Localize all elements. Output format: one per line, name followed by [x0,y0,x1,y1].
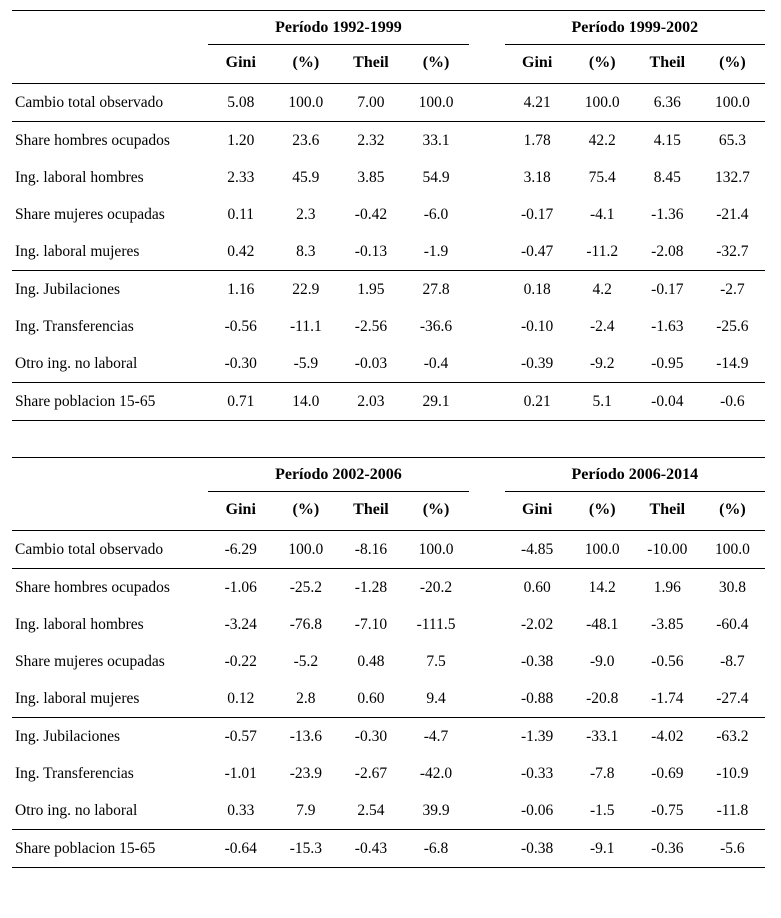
cell-value: -7.10 [354,615,388,633]
cell-value: 5.1 [570,383,635,421]
row-label: Share mujeres ocupadas [15,205,165,223]
cell-value: 4.15 [653,131,681,149]
column-header: (%) [700,492,765,531]
row-label: Ing. Jubilaciones [15,280,121,298]
row-label: Share poblacion 15-65 [12,830,208,868]
column-gap [469,345,505,383]
cell-value: -0.42 [354,205,388,223]
corner-cell [12,45,208,84]
cell-value: 30.8 [718,578,746,596]
cell-value: -0.57 [224,727,257,745]
column-header: (%) [273,492,338,531]
cell-value: -0.6 [700,383,765,421]
cell-value: -3.85 [651,615,684,633]
cell-value: 14.2 [588,578,616,596]
cell-value: 14.0 [273,383,338,421]
cell-value: -21.4 [716,205,749,223]
cell-value: -6.8 [403,830,468,868]
cell-value: -0.30 [208,345,273,383]
cell-value: -25.2 [289,578,322,596]
cell-value: 65.3 [718,131,746,149]
cell-value: -0.22 [224,652,257,670]
table-row [12,196,765,233]
cell-value: -0.06 [505,792,570,830]
cell-value: -1.39 [521,727,554,745]
cell-value: 0.33 [208,792,273,830]
cell-value: 2.8 [273,680,338,718]
cell-value: 8.3 [273,233,338,271]
column-header: Theil [635,492,700,531]
column-gap [469,84,505,122]
column-header-row [12,45,765,84]
cell-value: 39.9 [403,792,468,830]
cell-value: -9.0 [589,652,615,670]
column-header: Gini [505,45,570,84]
cell-value: 100.0 [700,531,765,569]
cell-value: 2.3 [296,205,316,223]
cell-value: -0.17 [521,205,554,223]
cell-value: 100.0 [700,84,765,122]
cell-value: -0.95 [635,345,700,383]
table-body [12,84,765,421]
table-row [12,569,765,607]
row-label: Ing. Transferencias [15,764,134,782]
cell-value: -7.8 [589,764,615,782]
cell-value: 29.1 [403,383,468,421]
cell-value: -2.56 [354,317,388,335]
cell-value: 7.9 [273,792,338,830]
column-header: (%) [570,492,635,531]
cell-value: 1.16 [227,280,255,298]
cell-value: 132.7 [714,168,750,186]
cell-value: 42.2 [588,131,616,149]
row-label: Ing. Jubilaciones [15,727,121,745]
cell-value: 0.42 [208,233,273,271]
cell-value: 0.71 [208,383,273,421]
cell-value: -4.02 [651,727,684,745]
cell-value: 100.0 [570,84,635,122]
cell-value: -1.74 [635,680,700,718]
column-gap [469,383,505,421]
column-gap [469,606,505,643]
cell-value: 2.54 [338,792,403,830]
cell-value: 3.85 [357,168,385,186]
table-row [12,159,765,196]
column-gap [469,45,505,84]
cell-value: -23.9 [289,764,322,782]
corner-cell [12,11,208,45]
cell-value: 0.60 [338,680,403,718]
column-gap [469,492,505,531]
cell-value: 100.0 [570,531,635,569]
cell-value: 2.32 [357,131,385,149]
cell-value: -1.5 [570,792,635,830]
cell-value: -20.8 [570,680,635,718]
column-gap [469,643,505,680]
cell-value: 7.00 [338,84,403,122]
cell-value: 3.18 [523,168,551,186]
cell-value: 1.95 [357,280,385,298]
table-row [12,233,765,271]
column-gap [469,11,505,45]
column-header: Theil [338,45,403,84]
column-header: Gini [208,45,273,84]
cell-value: 22.9 [292,280,320,298]
period-header-row [12,458,765,492]
column-header: Gini [208,492,273,531]
column-gap [469,531,505,569]
cell-value: -2.02 [521,615,554,633]
cell-value: -0.69 [651,764,684,782]
decomposition-table-1 [12,10,765,421]
column-gap [469,233,505,271]
table-row [12,792,765,830]
column-header: (%) [570,45,635,84]
cell-value: -9.1 [570,830,635,868]
row-label: Ing. laboral mujeres [12,233,208,271]
table-row [12,308,765,345]
cell-value: -2.4 [589,317,615,335]
cell-value: 0.11 [227,205,255,223]
row-label: Ing. laboral hombres [15,168,144,186]
cell-value: -63.2 [716,727,749,745]
cell-value: -0.30 [354,727,388,745]
row-label: Share mujeres ocupadas [15,652,165,670]
cell-value: -13.6 [289,727,322,745]
cell-value: -0.33 [521,764,554,782]
cell-value: 4.2 [592,280,612,298]
cell-value: -0.36 [635,830,700,868]
cell-value: -0.17 [651,280,684,298]
row-label: Ing. laboral mujeres [12,680,208,718]
cell-value: 54.9 [422,168,450,186]
cell-value: 0.21 [505,383,570,421]
table-row [12,531,765,569]
cell-value: 0.60 [523,578,551,596]
cell-value: -1.06 [224,578,257,596]
row-label: Cambio total observado [12,84,208,122]
cell-value: -1.01 [224,764,257,782]
period-header-row [12,11,765,45]
column-gap [469,458,505,492]
cell-value: -4.85 [505,531,570,569]
period-header: Período 1999-2002 [505,11,765,45]
column-header: (%) [273,45,338,84]
cell-value: -0.38 [521,652,554,670]
cell-value: 0.18 [523,280,551,298]
decomposition-table-2 [12,457,765,868]
cell-value: 45.9 [292,168,320,186]
cell-value: -2.67 [354,764,388,782]
table-row [12,755,765,792]
table-row [12,122,765,160]
column-header-row [12,492,765,531]
cell-value: -20.2 [419,578,453,596]
cell-value: 33.1 [422,131,450,149]
column-gap [469,755,505,792]
cell-value: 1.96 [653,578,681,596]
cell-value: 4.21 [505,84,570,122]
table-row [12,606,765,643]
cell-value: -36.6 [419,317,453,335]
cell-value: -111.5 [416,615,456,633]
cell-value: -10.9 [716,764,749,782]
cell-value: 2.33 [227,168,255,186]
table-body [12,531,765,868]
cell-value: 100.0 [403,531,468,569]
cell-value: -15.3 [273,830,338,868]
column-gap [469,122,505,160]
cell-value: -32.7 [700,233,765,271]
cell-value: 5.08 [208,84,273,122]
cell-value: 100.0 [273,84,338,122]
row-label: Share poblacion 15-65 [12,383,208,421]
cell-value: -0.43 [338,830,403,868]
column-gap [469,196,505,233]
cell-value: -0.56 [224,317,257,335]
cell-value: 8.45 [653,168,681,186]
cell-value: 6.36 [635,84,700,122]
table-row [12,84,765,122]
cell-value: 1.20 [227,131,255,149]
cell-value: -0.47 [505,233,570,271]
cell-value: 100.0 [273,531,338,569]
cell-value: -0.39 [505,345,570,383]
cell-value: 2.03 [338,383,403,421]
row-label: Cambio total observado [12,531,208,569]
table-row [12,718,765,756]
cell-value: -25.6 [716,317,749,335]
cell-value: -1.9 [403,233,468,271]
table-row [12,383,765,421]
decomposition-table-block-2 [12,457,769,868]
column-header: (%) [700,45,765,84]
column-gap [469,159,505,196]
column-header: Theil [338,492,403,531]
column-gap [469,271,505,309]
table-row [12,643,765,680]
cell-value: 27.8 [422,280,450,298]
cell-value: -0.10 [521,317,554,335]
decomposition-table-block-1 [12,10,769,421]
cell-value: 23.6 [292,131,320,149]
cell-value: -0.4 [403,345,468,383]
cell-value: -2.08 [635,233,700,271]
table-row [12,345,765,383]
cell-value: -0.13 [338,233,403,271]
cell-value: -11.1 [289,317,322,335]
column-gap [469,308,505,345]
cell-value: 0.12 [208,680,273,718]
cell-value: -0.03 [338,345,403,383]
column-gap [469,680,505,718]
cell-value: -0.56 [651,652,684,670]
table-row [12,830,765,868]
cell-value: -27.4 [700,680,765,718]
cell-value: 75.4 [588,168,616,186]
column-gap [469,792,505,830]
cell-value: -0.64 [208,830,273,868]
column-gap [469,830,505,868]
cell-value: -11.2 [570,233,635,271]
corner-cell [12,492,208,531]
cell-value: -0.38 [505,830,570,868]
cell-value: -76.8 [289,615,322,633]
cell-value: -5.6 [700,830,765,868]
period-header: Período 2002-2006 [208,458,468,492]
cell-value: -3.24 [224,615,257,633]
period-header: Período 2006-2014 [505,458,765,492]
corner-cell [12,458,208,492]
cell-value: -42.0 [419,764,453,782]
row-label: Otro ing. no laboral [12,792,208,830]
cell-value: 100.0 [403,84,468,122]
cell-value: -0.04 [635,383,700,421]
cell-value: -10.00 [635,531,700,569]
row-label: Otro ing. no laboral [12,345,208,383]
column-header: Theil [635,45,700,84]
table-row [12,271,765,309]
cell-value: 0.48 [357,652,385,670]
cell-value: -33.1 [586,727,619,745]
row-label: Share hombres ocupados [15,131,170,149]
cell-value: -4.1 [589,205,615,223]
cell-value: -2.7 [720,280,745,298]
cell-value: -60.4 [716,615,749,633]
cell-value: -0.75 [635,792,700,830]
cell-value: -8.7 [720,652,745,670]
cell-value: -1.28 [354,578,388,596]
cell-value: -5.2 [293,652,319,670]
cell-value: -48.1 [586,615,619,633]
period-header: Período 1992-1999 [208,11,468,45]
column-gap [469,569,505,607]
cell-value: -14.9 [700,345,765,383]
cell-value: -11.8 [700,792,765,830]
cell-value: 9.4 [403,680,468,718]
table-row [12,680,765,718]
cell-value: -1.63 [651,317,684,335]
cell-value: -9.2 [570,345,635,383]
cell-value: -8.16 [338,531,403,569]
column-gap [469,718,505,756]
cell-value: -6.29 [208,531,273,569]
cell-value: -1.36 [651,205,684,223]
cell-value: 7.5 [426,652,446,670]
column-header: (%) [403,492,468,531]
cell-value: -4.7 [423,727,449,745]
column-header: Gini [505,492,570,531]
cell-value: 1.78 [523,131,551,149]
row-label: Ing. laboral hombres [15,615,144,633]
cell-value: -0.88 [505,680,570,718]
column-header: (%) [403,45,468,84]
cell-value: -6.0 [423,205,449,223]
cell-value: -5.9 [273,345,338,383]
row-label: Ing. Transferencias [15,317,134,335]
row-label: Share hombres ocupados [15,578,170,596]
